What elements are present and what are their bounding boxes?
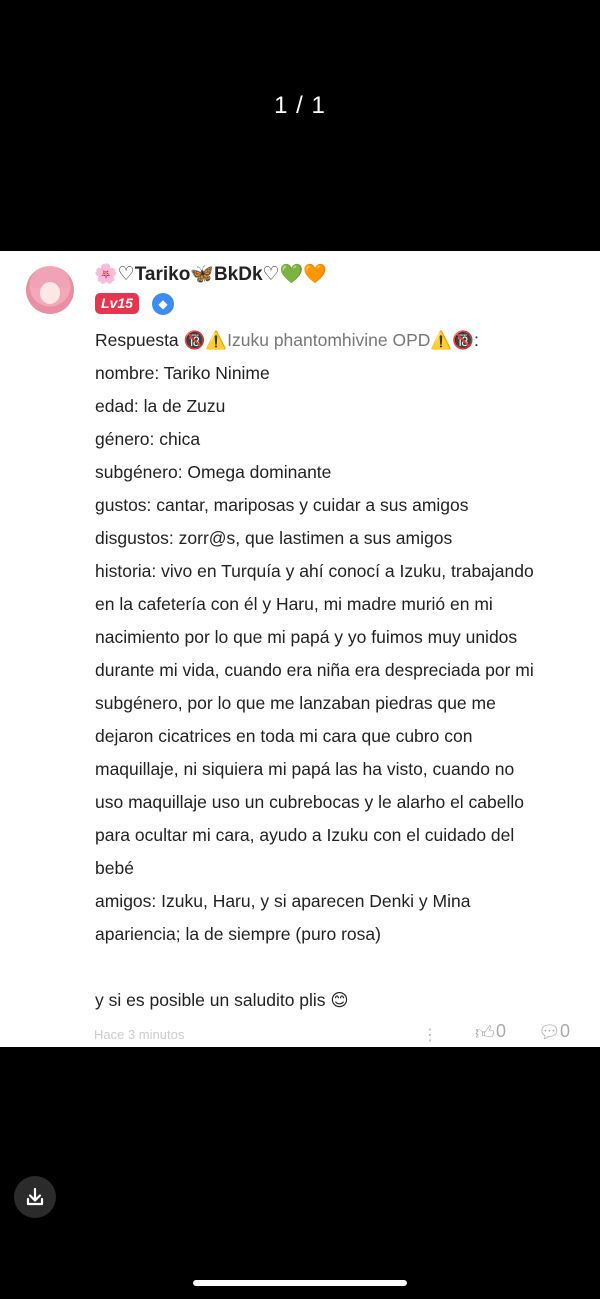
content-line: amigos: Izuku, Haru, y si aparecen Denki y Mina [95,891,471,911]
reply-prefix: Respuesta [95,330,179,350]
content-line: historia: vivo en Turquía y ahí conocí a Izuku, trabajando [95,561,534,581]
content-line: subgénero, por lo que me lanzaban piedras que me [95,693,496,713]
content-line: gustos: cantar, mariposas y cuidar a sus amigos [95,495,469,515]
content-line: bebé [95,858,134,878]
comment-icon[interactable]: 💬︎ [538,1022,561,1042]
comment-body [95,324,585,1017]
content-line: nacimiento por lo que mi papá y yo fuimos muy unidos [95,627,518,647]
content-line: maquillaje, ni siquiera mi papá las ha visto, cuando no [95,759,515,779]
closing-line: y si es posible un saludito plis 😊 [95,990,349,1010]
download-icon [24,1186,46,1208]
home-indicator[interactable] [193,1280,407,1286]
content-line: uso maquillaje uso un cubrebocas y le alarho el cabello [95,792,525,812]
content-line: apariencia; la de siempre (puro rosa) [95,924,381,944]
reply-suffix: : [474,330,479,350]
verified-badge-icon: ◆ [152,293,174,315]
more-icon[interactable]: ⋮ [422,1027,438,1044]
reply-line [95,324,585,357]
spacer [95,951,585,984]
comment-count: 0 [560,1021,571,1041]
content-line: disgustos: zorr@s, que lastimen a sus amigos [95,528,453,548]
content-line: dejaron cicatrices en toda mi cara que cubro con [95,726,473,746]
page-counter: 1 / 1 [274,92,326,119]
like-count: 0 [496,1021,507,1041]
username[interactable]: 🌸♡Tariko🦋BkDk♡💚🧡 [94,264,327,285]
avatar[interactable] [26,266,74,314]
thumbs-up-icon[interactable]: 👍︎ [475,1023,495,1044]
content-line: para ocultar mi cara, ayudo a Izuku con el cuidado del [95,825,515,845]
content-line: en la cafetería con él y Haru, mi madre murió en mi [95,594,493,614]
comment-card [0,251,600,1047]
comment-footer [94,1021,584,1047]
content-line: edad: la de Zuzu [95,396,226,416]
level-badge: Lv15 [95,293,139,314]
content-line: subgénero: Omega dominante [95,462,332,482]
content-line: durante mi vida, cuando era niña era despreciada por mi [95,660,534,680]
avatar-face [40,282,60,304]
content-line: nombre: Tariko Ninime [95,363,270,383]
download-button[interactable] [14,1176,56,1218]
reply-to-link[interactable]: 🔞⚠️Izuku phantomhivine OPD⚠️🔞 [183,330,475,350]
content-line: género: chica [95,429,201,449]
timestamp: Hace 3 minutos [94,1027,185,1042]
